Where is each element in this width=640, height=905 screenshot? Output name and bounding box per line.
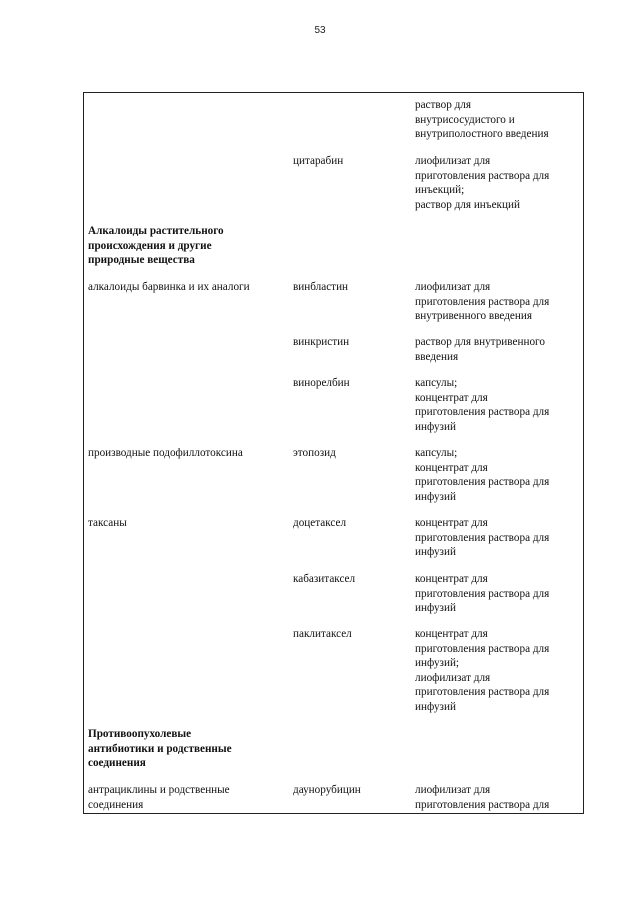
page-number: 53 <box>314 25 326 36</box>
substance-cell: цитарабин <box>293 155 344 167</box>
group-heading: Алкалоиды растительного происхождения и другие природные вещества <box>88 225 224 267</box>
dosage-form-cell: лиофилизат для приготовления раствора для внутривенного введения <box>415 281 550 323</box>
dosage-form-cell: раствор для внутрисосудистого и внутриполостного введения <box>415 99 549 141</box>
group-cell: антрациклины и родственные соединения <box>88 784 230 811</box>
dosage-form-cell: концентрат для приготовления раствора для инфузий <box>415 517 550 559</box>
drug-table <box>83 92 584 814</box>
substance-cell: даунорубицин <box>293 784 361 796</box>
dosage-form-cell: лиофилизат для приготовления раствора для <box>415 784 550 811</box>
substance-cell: доцетаксел <box>293 517 347 529</box>
substance-cell: кабазитаксел <box>293 573 356 585</box>
group-cell: таксаны <box>88 517 127 529</box>
group-cell: производные подофиллотоксина <box>88 447 243 459</box>
substance-cell: винкристин <box>293 336 350 348</box>
dosage-form-cell: капсулы; концентрат для приготовления раствора для инфузий <box>415 377 550 433</box>
group-cell: алкалоиды барвинка и их аналоги <box>88 281 250 293</box>
dosage-form-cell: раствор для внутривенного введения <box>415 336 545 363</box>
dosage-form-cell: лиофилизат для приготовления раствора для инъекций; раствор для инъекций <box>415 155 550 211</box>
dosage-form-cell: концентрат для приготовления раствора для инфузий <box>415 573 550 615</box>
substance-cell: винорелбин <box>293 377 350 389</box>
substance-cell: паклитаксел <box>293 628 352 640</box>
substance-cell: этопозид <box>293 447 336 459</box>
dosage-form-cell: концентрат для приготовления раствора для инфузий; лиофилизат для приготовления раствора для инфузий <box>415 628 550 713</box>
group-heading: Противоопухолевые антибиотики и родственные соединения <box>88 728 232 770</box>
substance-cell: винбластин <box>293 281 349 293</box>
dosage-form-cell: капсулы; концентрат для приготовления раствора для инфузий <box>415 447 550 503</box>
